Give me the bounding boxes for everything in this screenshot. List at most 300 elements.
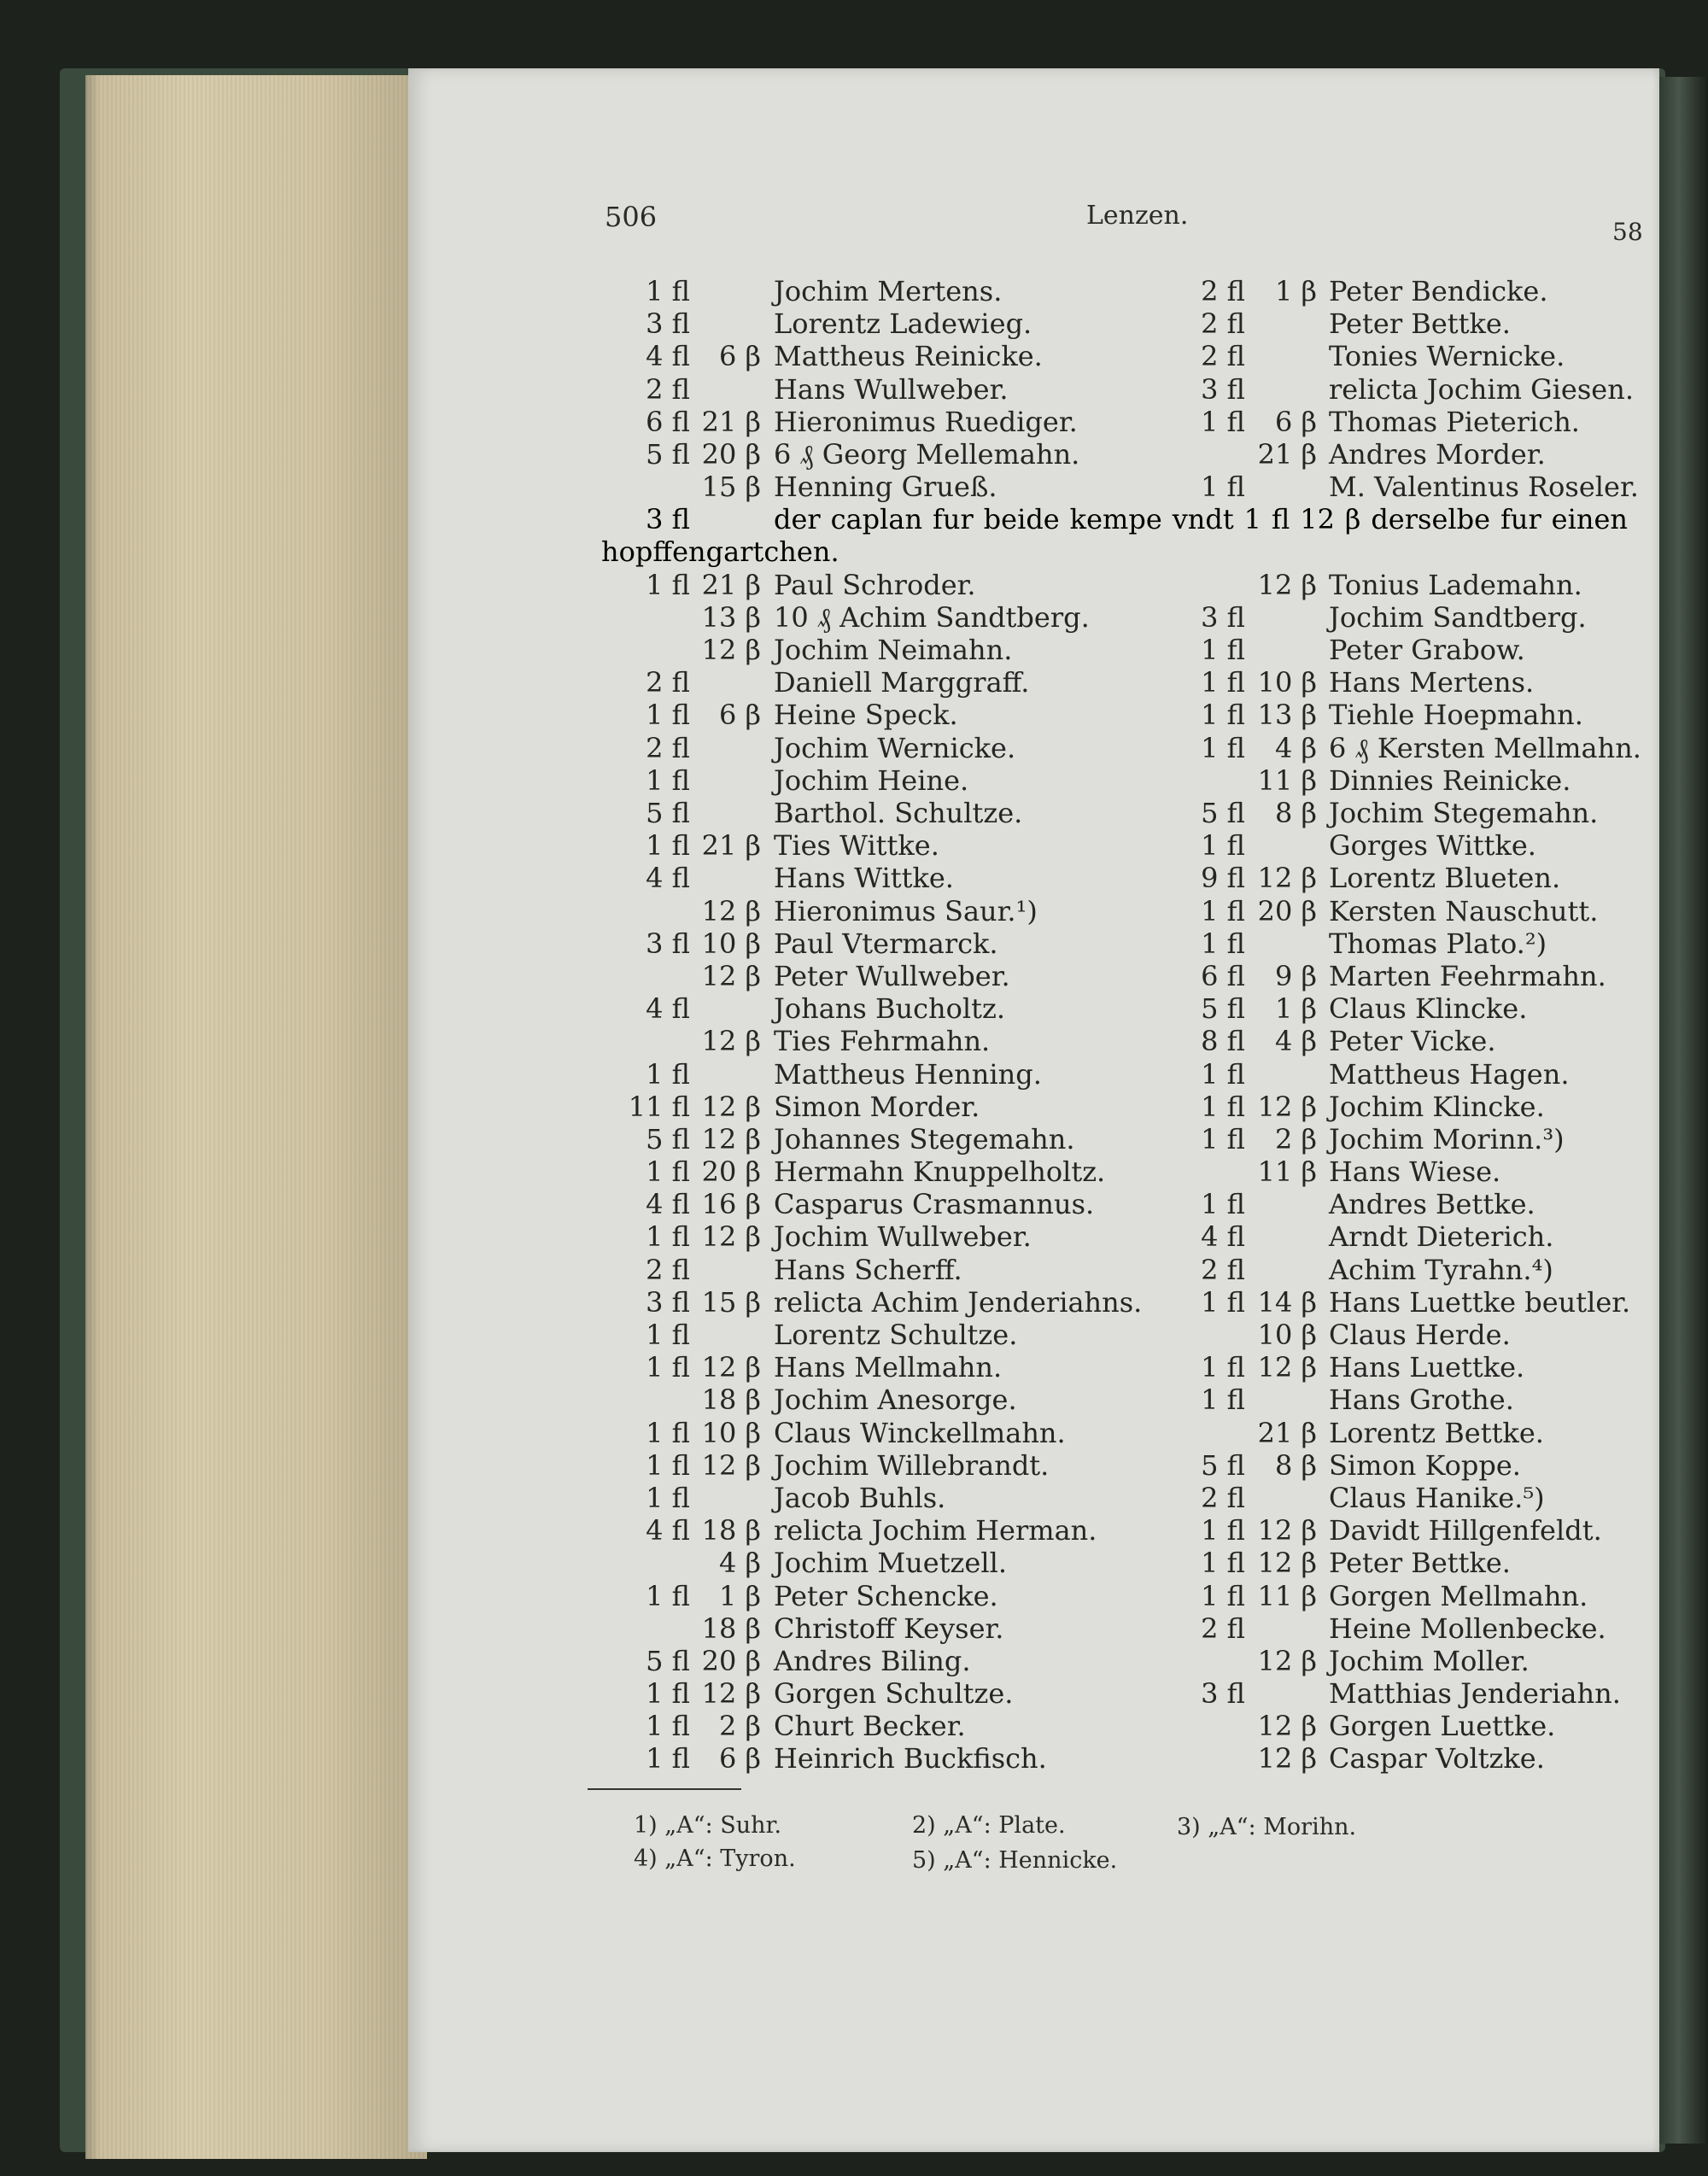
entry-name: Heine Speck. — [774, 699, 958, 732]
entry-row — [605, 1449, 1185, 1482]
amount-florin: 1 fl — [646, 275, 690, 307]
entry-name: relicta Jochim Giesen. — [1329, 372, 1634, 406]
amount-schilling: 8 β — [1274, 797, 1317, 829]
amount-schilling: 20 β — [1257, 894, 1317, 927]
entry-name: Jochim Mertens. — [774, 275, 1003, 307]
amount-schilling: 12 β — [1257, 1090, 1317, 1123]
amount-schilling: 6 β — [1274, 405, 1317, 438]
entry-row — [605, 1645, 1185, 1677]
entry-name: Peter Bendicke. — [1329, 275, 1548, 307]
entry-row — [1172, 1383, 1650, 1416]
entry-name: M. Valentinus Roseler. — [1329, 471, 1639, 504]
amount-florin: 6 fl — [1201, 959, 1245, 992]
amount-florin: 1 fl — [646, 1448, 690, 1482]
entry-name: Hans Mellmahn. — [774, 1351, 1003, 1384]
entry-row — [605, 1025, 1185, 1057]
amount-schilling: 21 β — [701, 829, 761, 863]
entry-name: Lorentz Bettke. — [1329, 1416, 1544, 1449]
entry-name: Christoff Keyser. — [774, 1612, 1004, 1645]
amount-florin: 2 fl — [646, 1253, 690, 1286]
entry-name: Gorgen Schultze. — [774, 1677, 1014, 1711]
amount-schilling: 8 β — [1274, 1448, 1317, 1482]
entry-name: Ties Wittke. — [774, 829, 939, 863]
long-entry-line-2: hopffengartchen. — [601, 535, 839, 568]
amount-schilling: 9 β — [1274, 959, 1317, 992]
amount-florin: 2 fl — [646, 731, 690, 764]
amount-florin: 5 fl — [1201, 797, 1245, 829]
entry-name: Marten Feehrmahn. — [1329, 959, 1606, 992]
entry-row — [605, 471, 1185, 503]
amount-florin: 9 fl — [1201, 862, 1245, 895]
amount-florin: 1 fl — [1201, 634, 1245, 667]
amount-schilling: 21 β — [701, 405, 761, 438]
amount-schilling: 12 β — [701, 1220, 761, 1254]
page-number: 506 — [605, 201, 658, 233]
amount-schilling: 1 β — [718, 1579, 761, 1612]
entry-row — [1172, 1155, 1650, 1188]
amount-florin: 1 fl — [1201, 1057, 1245, 1091]
amount-florin: 5 fl — [646, 797, 690, 829]
entry-name: Jochim Moller. — [1329, 1644, 1530, 1677]
entry-name: Ties Fehrmahn. — [774, 1025, 991, 1058]
amount-schilling: 12 β — [701, 1025, 761, 1058]
entry-row — [1172, 1319, 1650, 1351]
entry-row — [605, 1091, 1185, 1123]
entry-name: Andres Bettke. — [1329, 1188, 1535, 1221]
amount-schilling: 2 β — [1274, 1122, 1317, 1155]
amount-schilling: 13 β — [1257, 699, 1317, 732]
entry-row — [605, 960, 1185, 992]
amount-florin: 1 fl — [646, 829, 690, 863]
amount-florin: 1 fl — [1201, 471, 1245, 504]
entry-row — [605, 1155, 1185, 1188]
amount-florin: 3 fl — [1201, 372, 1245, 406]
entry-row — [1172, 1286, 1650, 1319]
entry-name: Jochim Neimahn. — [774, 634, 1013, 667]
amount-schilling: 21 β — [1257, 437, 1317, 471]
entry-row — [1172, 1612, 1650, 1645]
entry-row — [605, 992, 1185, 1025]
entry-name: Tonius Lademahn. — [1329, 568, 1582, 601]
amount-schilling: 12 β — [1257, 1514, 1317, 1547]
entry-row — [1172, 601, 1650, 634]
entry-name: Henning Grueß. — [774, 471, 997, 504]
entry-name: Mattheus Reinicke. — [774, 340, 1043, 373]
amount-schilling: 12 β — [1257, 1547, 1317, 1580]
entry-row — [1172, 1449, 1650, 1482]
entry-row — [605, 340, 1185, 372]
amount-florin: 1 fl — [1201, 1547, 1245, 1580]
amount-florin: 4 fl — [646, 1188, 690, 1221]
entry-name: Gorgen Luettke. — [1329, 1710, 1556, 1743]
amount-schilling: 20 β — [701, 1155, 761, 1189]
entry-row — [1172, 1514, 1650, 1547]
amount-schilling: 15 β — [701, 471, 761, 504]
entry-name: Johannes Stegemahn. — [774, 1122, 1075, 1155]
amount-florin: 4 fl — [646, 340, 690, 373]
entry-name: relicta Jochim Herman. — [774, 1514, 1097, 1547]
entry-name: Lorentz Schultze. — [774, 1319, 1018, 1351]
entry-name: Jochim Klincke. — [1329, 1090, 1545, 1123]
amount-florin: 1 fl — [1201, 699, 1245, 732]
amount-schilling: 21 β — [1257, 1416, 1317, 1449]
entry-name: Claus Winckellmahn. — [774, 1416, 1066, 1449]
amount-florin: 1 fl — [646, 1057, 690, 1091]
amount-schilling: 12 β — [701, 1122, 761, 1155]
amount-florin: 4 fl — [646, 992, 690, 1026]
amount-schilling: 12 β — [1257, 568, 1317, 601]
entry-row — [1172, 1482, 1650, 1514]
entry-row — [605, 1383, 1185, 1416]
amount-schilling: 12 β — [701, 1351, 761, 1384]
amount-schilling: 20 β — [701, 437, 761, 471]
entry-row — [1172, 1188, 1650, 1220]
amount-florin: 2 fl — [646, 666, 690, 699]
entry-row — [605, 862, 1185, 894]
entry-row — [605, 1417, 1185, 1449]
entry-name: Jochim Stegemahn. — [1329, 797, 1599, 829]
amount-florin: 1 fl — [1201, 1090, 1245, 1123]
long-entry-line-1: der caplan fur beide kempe vndt 1 fl 12 β derselbe fur einen — [774, 503, 1628, 535]
amount-schilling: 16 β — [701, 1188, 761, 1221]
amount-schilling: 18 β — [701, 1383, 761, 1417]
entry-row — [1172, 666, 1650, 699]
entry-name: Paul Vtermarck. — [774, 927, 998, 960]
amount-florin: 1 fl — [646, 1579, 690, 1612]
entry-row — [1172, 992, 1650, 1025]
entry-name: Paul Schroder. — [774, 568, 976, 601]
amount-florin: 1 fl — [1201, 1514, 1245, 1547]
entry-row — [1172, 1351, 1650, 1383]
amount-schilling: 12 β — [701, 634, 761, 667]
amount-florin: 1 fl — [1201, 1285, 1245, 1319]
amount-schilling: 10 β — [1257, 666, 1317, 699]
amount-schilling: 18 β — [701, 1612, 761, 1645]
amount-florin: 1 fl — [646, 1220, 690, 1254]
amount-florin: 1 fl — [646, 1351, 690, 1384]
entry-row — [1172, 438, 1650, 471]
amount-schilling: 4 β — [718, 1547, 761, 1580]
amount-schilling: 10 β — [1257, 1319, 1317, 1351]
amount-schilling: 21 β — [701, 568, 761, 601]
entry-row — [605, 1482, 1185, 1514]
entry-name: Claus Herde. — [1329, 1319, 1511, 1351]
amount-schilling: 12 β — [1257, 1351, 1317, 1384]
entry-row — [1172, 373, 1650, 406]
amount-florin: 3 fl — [1201, 600, 1245, 634]
entry-row — [605, 406, 1185, 438]
amount-schilling: 12 β — [701, 894, 761, 927]
amount-florin: 1 fl — [646, 1155, 690, 1189]
entry-row — [605, 1123, 1185, 1155]
entry-name: Jochim Anesorge. — [774, 1383, 1017, 1417]
amount-florin: 1 fl — [646, 763, 690, 797]
entry-row — [1172, 1254, 1650, 1286]
entry-name: Simon Koppe. — [1329, 1448, 1521, 1482]
amount-florin: 1 fl — [1201, 666, 1245, 699]
amount-florin: 1 fl — [1201, 405, 1245, 438]
amount-florin: 1 fl — [1201, 894, 1245, 927]
amount-schilling: 12 β — [1257, 1710, 1317, 1743]
amount-schilling: 6 β — [718, 1742, 761, 1775]
entry-row — [1172, 569, 1650, 601]
entry-row — [1172, 895, 1650, 927]
amount-florin: 5 fl — [646, 437, 690, 471]
entry-row — [605, 1677, 1185, 1710]
amount-florin: 2 fl — [1201, 307, 1245, 341]
amount-schilling: 13 β — [701, 600, 761, 634]
amount-florin: 1 fl — [1201, 1188, 1245, 1221]
entry-name: Heine Mollenbecke. — [1329, 1612, 1606, 1645]
amount-schilling: 12 β — [1257, 1742, 1317, 1775]
entry-name: Heinrich Buckfisch. — [774, 1742, 1047, 1775]
entry-name: Daniell Marggraff. — [774, 666, 1030, 699]
entry-name: Hans Scherff. — [774, 1253, 962, 1286]
amount-schilling: 2 β — [718, 1710, 761, 1743]
amount-florin: 4 fl — [646, 1514, 690, 1547]
entry-name: Hans Wiese. — [1329, 1155, 1501, 1189]
amount-schilling: 14 β — [1257, 1285, 1317, 1319]
entry-name: Jochim Willebrandt. — [774, 1448, 1050, 1482]
entry-name: relicta Achim Jenderiahns. — [774, 1285, 1143, 1319]
amount-schilling: 1 β — [1274, 275, 1317, 307]
entry-row — [1172, 960, 1650, 992]
entry-name: Hieronimus Ruediger. — [774, 405, 1078, 438]
neighbor-page-number: 58 — [1612, 218, 1643, 246]
entry-row — [1172, 1091, 1650, 1123]
amount-florin: 8 fl — [1201, 1025, 1245, 1058]
long-entry-fl: 3 fl — [646, 503, 690, 535]
entry-row — [605, 373, 1185, 406]
amount-schilling: 12 β — [1257, 1644, 1317, 1677]
entry-name: Jacob Buhls. — [774, 1481, 946, 1514]
amount-schilling: 12 β — [701, 959, 761, 992]
amount-schilling: 12 β — [701, 1090, 761, 1123]
entry-name: Matthias Jenderiahn. — [1329, 1677, 1621, 1711]
entry-name: Hans Luettke beutler. — [1329, 1285, 1631, 1319]
entry-name: Peter Grabow. — [1329, 634, 1525, 667]
entry-name: 6 ₰ Georg Mellemahn. — [774, 437, 1080, 471]
amount-florin: 1 fl — [646, 1742, 690, 1775]
entry-row — [1172, 1645, 1650, 1677]
entry-name: Jochim Sandtberg. — [1329, 600, 1587, 634]
footnote-rule — [588, 1788, 741, 1790]
amount-florin: 1 fl — [1201, 731, 1245, 764]
amount-florin: 3 fl — [1201, 1677, 1245, 1711]
amount-florin: 4 fl — [1201, 1220, 1245, 1254]
entry-row — [605, 1319, 1185, 1351]
entry-name: Achim Tyrahn.⁴) — [1329, 1253, 1553, 1286]
entry-row — [1172, 862, 1650, 894]
entry-name: Jochim Wernicke. — [774, 731, 1016, 764]
entry-name: Tonies Wernicke. — [1329, 340, 1565, 373]
footnote-4: 4) „A“: Tyron. — [634, 1846, 796, 1872]
entry-row — [605, 1742, 1185, 1775]
entry-row — [1172, 927, 1650, 960]
amount-schilling: 15 β — [701, 1285, 761, 1319]
entry-name: 6 ₰ Kersten Mellmahn. — [1329, 731, 1641, 764]
entry-name: Jochim Morinn.³) — [1329, 1122, 1565, 1155]
entry-row — [1172, 406, 1650, 438]
amount-florin: 1 fl — [1201, 927, 1245, 960]
entry-row — [605, 1547, 1185, 1579]
entry-row — [605, 1710, 1185, 1742]
right-column — [1172, 275, 1650, 1775]
amount-florin: 2 fl — [1201, 340, 1245, 373]
entry-name: Lorentz Blueten. — [1329, 862, 1561, 895]
amount-florin: 1 fl — [646, 1710, 690, 1743]
entry-row — [605, 634, 1185, 666]
entry-row — [605, 275, 1185, 307]
entry-row — [1172, 829, 1650, 862]
entry-name: Simon Morder. — [774, 1090, 980, 1123]
entry-name: Caspar Voltzke. — [1329, 1742, 1545, 1775]
entry-name: Gorges Wittke. — [1329, 829, 1536, 863]
entry-row — [605, 1254, 1185, 1286]
amount-florin: 6 fl — [646, 405, 690, 438]
entry-row — [1172, 1025, 1650, 1057]
entry-name: Andres Morder. — [1329, 437, 1546, 471]
amount-schilling: 1 β — [1274, 992, 1317, 1026]
entry-row — [1172, 340, 1650, 372]
amount-florin: 4 fl — [646, 862, 690, 895]
entry-row — [605, 601, 1185, 634]
footnote-3: 3) „A“: Morihn. — [1177, 1814, 1357, 1840]
entry-row — [1172, 1580, 1650, 1612]
amount-florin: 2 fl — [646, 372, 690, 406]
entry-row — [605, 895, 1185, 927]
entry-name: Hans Wittke. — [774, 862, 954, 895]
entry-row — [1172, 1220, 1650, 1253]
entry-row — [605, 1612, 1185, 1645]
amount-florin: 1 fl — [646, 568, 690, 601]
entry-row — [1172, 1677, 1650, 1710]
entry-row — [605, 1351, 1185, 1383]
entry-row — [1172, 1742, 1650, 1775]
amount-florin: 1 fl — [646, 1677, 690, 1711]
entry-name: Tiehle Hoepmahn. — [1329, 699, 1583, 732]
amount-florin: 5 fl — [1201, 992, 1245, 1026]
entry-name: Claus Hanike.⁵) — [1329, 1481, 1545, 1514]
amount-florin: 1 fl — [646, 1481, 690, 1514]
amount-schilling: 4 β — [1274, 731, 1317, 764]
entry-name: Dinnies Reinicke. — [1329, 763, 1571, 797]
entry-name: Davidt Hillgenfeldt. — [1329, 1514, 1602, 1547]
footnote-1: 1) „A“: Suhr. — [634, 1812, 782, 1839]
footnote-5: 5) „A“: Hennicke. — [912, 1847, 1118, 1874]
entry-row — [1172, 275, 1650, 307]
entry-row — [605, 569, 1185, 601]
entry-name: Mattheus Henning. — [774, 1057, 1042, 1091]
amount-schilling: 11 β — [1257, 1155, 1317, 1189]
entry-row — [605, 1188, 1185, 1220]
entry-row — [605, 1580, 1185, 1612]
entry-row — [605, 1286, 1185, 1319]
entry-row — [605, 829, 1185, 862]
amount-florin: 2 fl — [1201, 1612, 1245, 1645]
entry-name: Hieronimus Saur.¹) — [774, 894, 1038, 927]
entry-name: 10 ₰ Achim Sandtberg. — [774, 600, 1090, 634]
entry-name: Andres Biling. — [774, 1644, 971, 1677]
entry-row — [1172, 1417, 1650, 1449]
entry-name: Jochim Wullweber. — [774, 1220, 1032, 1254]
entry-row — [1172, 699, 1650, 731]
amount-schilling: 4 β — [1274, 1025, 1317, 1058]
amount-florin: 1 fl — [1201, 1122, 1245, 1155]
amount-schilling: 12 β — [1257, 862, 1317, 895]
book-fore-edge — [85, 75, 427, 2159]
book-spine-edge — [1659, 77, 1708, 2144]
entry-row — [1172, 536, 1650, 569]
entry-name: Jochim Muetzell. — [774, 1547, 1007, 1580]
entry-row — [605, 666, 1185, 699]
left-column — [605, 275, 1185, 1775]
entry-row — [1172, 471, 1650, 503]
entry-row — [1172, 732, 1650, 764]
amount-florin: 3 fl — [646, 307, 690, 341]
amount-florin: 2 fl — [1201, 1481, 1245, 1514]
entry-name: Arndt Dieterich. — [1329, 1220, 1554, 1254]
amount-florin: 2 fl — [1201, 275, 1245, 307]
amount-florin: 1 fl — [1201, 1351, 1245, 1384]
entry-name: Peter Vicke. — [1329, 1025, 1496, 1058]
entry-row — [1172, 307, 1650, 340]
amount-florin: 11 fl — [628, 1090, 690, 1123]
amount-florin: 3 fl — [646, 927, 690, 960]
entry-name: Peter Wullweber. — [774, 959, 1010, 992]
amount-florin: 1 fl — [646, 1416, 690, 1449]
page-title: Lenzen. — [1086, 201, 1189, 231]
amount-schilling: 6 β — [718, 340, 761, 373]
amount-schilling: 11 β — [1257, 1579, 1317, 1612]
entry-name: Peter Bettke. — [1329, 1547, 1511, 1580]
entry-name: Thomas Plato.²) — [1329, 927, 1547, 960]
entry-name: Johans Bucholtz. — [774, 992, 1006, 1026]
entry-row — [605, 307, 1185, 340]
amount-florin: 5 fl — [646, 1644, 690, 1677]
amount-florin: 5 fl — [1201, 1448, 1245, 1482]
entry-row — [1172, 1123, 1650, 1155]
entry-row — [605, 797, 1185, 829]
entry-row — [605, 927, 1185, 960]
entry-row — [1172, 634, 1650, 666]
entry-row — [605, 1514, 1185, 1547]
amount-schilling: 6 β — [718, 699, 761, 732]
entry-row — [1172, 1058, 1650, 1091]
entry-name: Claus Klincke. — [1329, 992, 1528, 1026]
entry-name: Lorentz Ladewieg. — [774, 307, 1032, 341]
amount-schilling: 10 β — [701, 927, 761, 960]
entry-row — [1172, 1547, 1650, 1579]
amount-florin: 1 fl — [646, 699, 690, 732]
entry-name: Peter Bettke. — [1329, 307, 1511, 341]
amount-schilling: 10 β — [701, 1416, 761, 1449]
amount-florin: 3 fl — [646, 1285, 690, 1319]
footnote-2: 2) „A“: Plate. — [912, 1812, 1066, 1839]
entry-name: Hermahn Knuppelholtz. — [774, 1155, 1106, 1189]
entry-row — [605, 438, 1185, 471]
entry-row — [605, 1220, 1185, 1253]
entry-name: Churt Becker. — [774, 1710, 966, 1743]
entry-name: Gorgen Mellmahn. — [1329, 1579, 1588, 1612]
entry-name: Hans Mertens. — [1329, 666, 1535, 699]
entry-name: Casparus Crasmannus. — [774, 1188, 1095, 1221]
entry-row — [605, 764, 1185, 797]
entry-row — [1172, 1710, 1650, 1742]
amount-schilling: 11 β — [1257, 763, 1317, 797]
amount-florin: 1 fl — [1201, 1579, 1245, 1612]
entry-name: Jochim Heine. — [774, 763, 969, 797]
